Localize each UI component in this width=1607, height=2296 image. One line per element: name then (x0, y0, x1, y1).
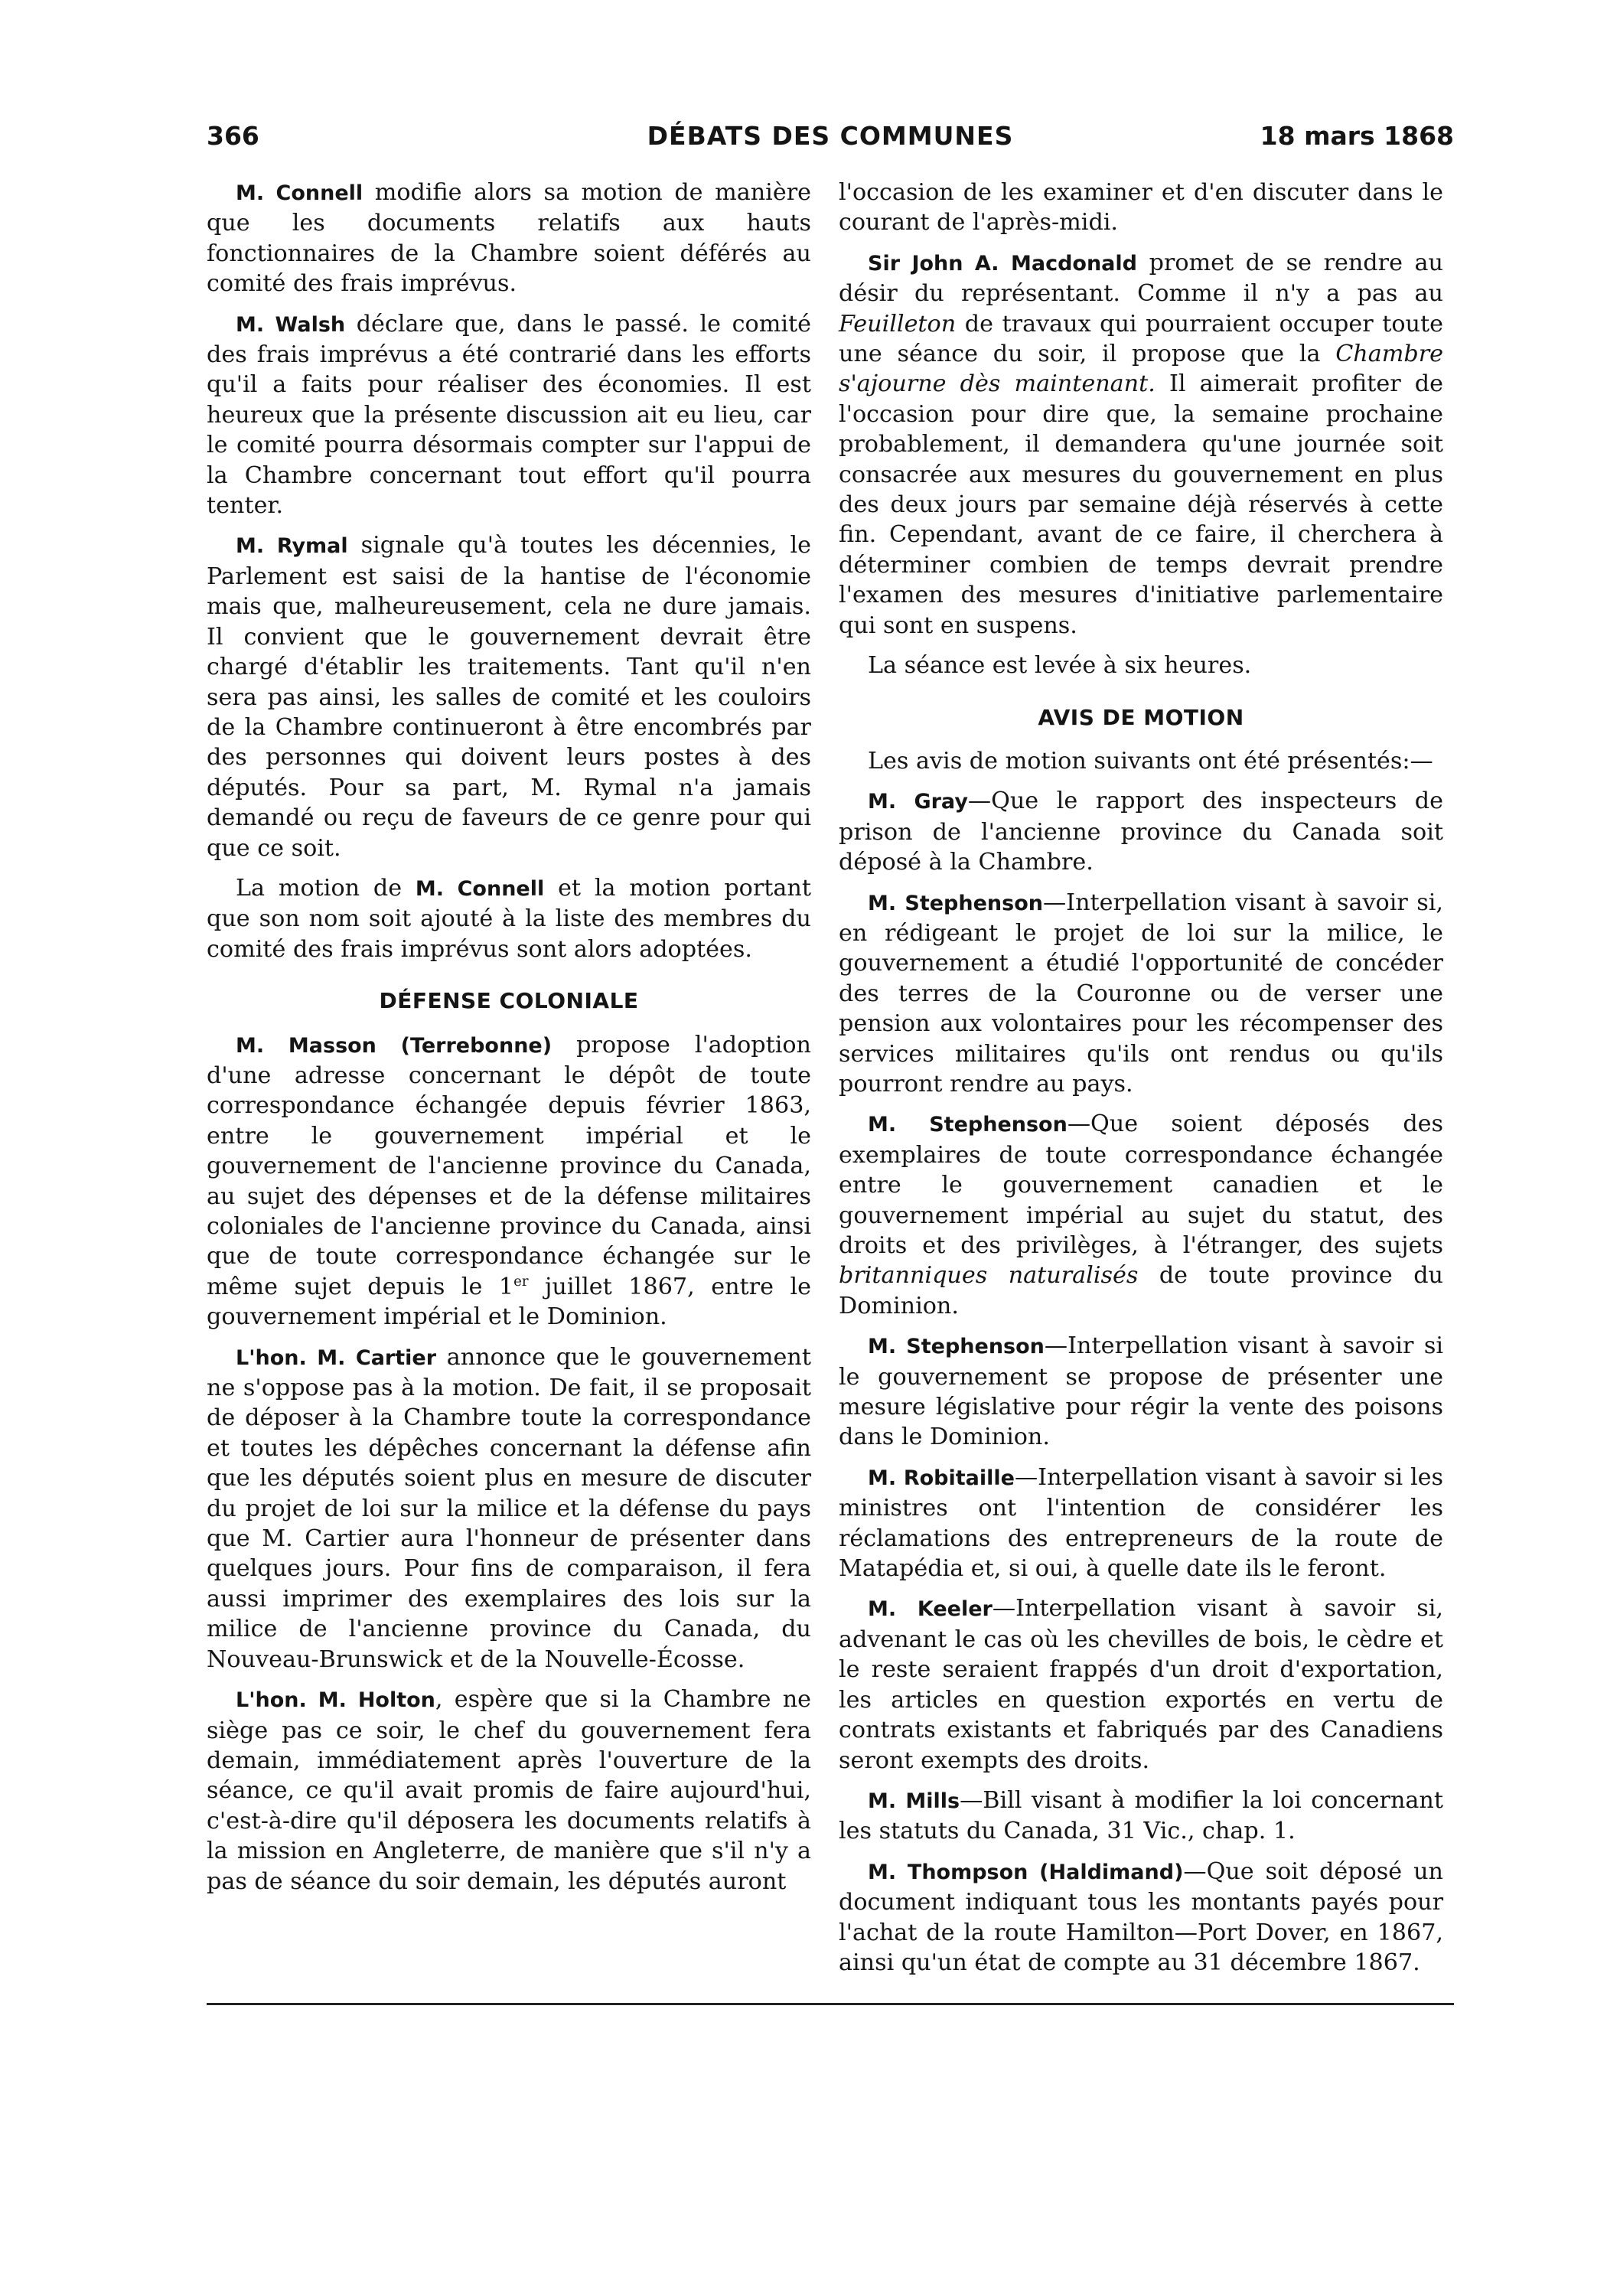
paragraph-text: —Interpellation visant à savoir si, advenant le cas où les chevilles de bois, le cèdre et le reste seraient frappés d'un droit d'exportation, les articles en question exportés en vertu de contrats existants et fabriqués par des Canadiens seront exempts des droits. (839, 1595, 1444, 1774)
paragraph (839, 1331, 1443, 1453)
paragraph (207, 873, 811, 964)
paragraph-text: modifie alors sa motion de manière que les documents relatifs aux hauts fonctionnaires de la Chambre soient déférés au comité des frais imprévus. (207, 179, 811, 298)
paragraph-text: promet de se rendre au désir du représentant. Comme il n'y a pas au (839, 249, 1443, 308)
paragraph (839, 888, 1443, 1100)
speaker: M. Stephenson (868, 1335, 1045, 1359)
italic-text: britanniques naturalisés (839, 1262, 1139, 1290)
paragraph (207, 178, 811, 299)
paragraph-text: La motion de (236, 874, 416, 902)
paragraph-text: de toute province du Dominion. (839, 1262, 1443, 1319)
left-column (207, 178, 811, 1906)
paragraph (839, 1857, 1443, 1978)
paragraph-text: —Que soient déposés des exemplaires de toute correspondance échangée entre le gouvernement canadien et le gouvernement impérial au sujet du statut, des droits et des privilèges, à l'étranger, des sujets (839, 1110, 1443, 1259)
paragraph (839, 786, 1443, 877)
paragraph: Les avis de motion suivants ont été présentés:— (868, 747, 1433, 775)
paragraph (207, 1684, 811, 1896)
speaker: M. Connell (236, 181, 363, 205)
paragraph (207, 1030, 811, 1332)
paragraph (839, 1786, 1443, 1847)
paragraph (207, 309, 811, 521)
paragraph-text: Il aimerait profiter de l'occasion pour dire que, la semaine prochaine probablement, il demandera qu'une journée soit consacrée aux mesures du gouvernement en plus des deux jours par semaine déjà réservés à cette fin. Cependant, avant de ce faire, il cherchera à déterminer combien de temps devrait prendre l'examen des mesures d'initiative parlementaire qui sont en suspens. (839, 370, 1443, 639)
speaker: L'hon. M. Cartier (236, 1345, 437, 1370)
superscript: er (513, 1273, 529, 1290)
speaker: M. Robitaille (868, 1466, 1015, 1490)
speaker: M. Stephenson (868, 891, 1043, 915)
right-column (839, 178, 1443, 1988)
paragraph-text: —Que soit déposé un document indiquant tous les montants payés pour l'achat de la route Hamilton—Port Dover, en 1867, ainsi qu'un état de compte au 31 décembre 1867. (839, 1857, 1443, 1976)
speaker: M. Keeler (868, 1597, 993, 1622)
speaker: M. Thompson (Haldimand) (868, 1860, 1184, 1884)
paragraph-text: signale qu'à toutes les décennies, le Parlement est saisi de la hantise de l'économie mais que, malheureusement, cela ne dure jamais. Il convient que le gouvernement devrait être chargé d'établir les traitements. Tant qu'il n'en sera pas ainsi, les salles de comité et les couloirs de la Chambre continueront à être encombrés par des personnes qui doivent leurs postes à des députés. Pour sa part, M. Rymal n'a jamais demandé ou reçu de faveurs de ce genre pour qui que ce soit. (207, 532, 811, 862)
speaker: M. Walsh (236, 312, 346, 337)
paragraph-text: annonce que le gouvernement ne s'oppose pas à la motion. De fait, il se proposait de déposer à la Chambre toute la correspondance et toutes les dépêches concernant la défense afin que les députés soient plus en mesure de discuter du projet de loi sur la milice et la défense du pays que M. Cartier aura l'honneur de présenter dans quelques jours. Pour fins de comparaison, il fera aussi imprimer des exemplaires des lois sur la milice de l'ancienne province du Canada, du Nouveau-Brunswick et de la Nouvelle-Écosse. (207, 1343, 811, 1673)
section-heading: AVIS DE MOTION (1038, 704, 1244, 730)
speaker: M. Rymal (236, 534, 348, 559)
footer-rule (207, 2003, 1454, 2005)
italic-text: Chambre s'ajourne dès maintenant. (839, 341, 1443, 398)
journal-title: DÉBATS DES COMMUNES (647, 121, 1014, 151)
paragraph-text: , espère que si la Chambre ne siège pas ce soir, le chef du gouvernement fera demain, immédiatement après l'ouverture de la séance, ce qu'il avait promis de faire aujourd'hui, c'est-à-dire qu'il déposera les documents relatifs à la mission en Angleterre, de manière que s'il n'y a pas de séance du soir demain, les députés auront (207, 1686, 812, 1895)
paragraph-text: —Interpellation visant à savoir si les ministres ont l'intention de considérer les réclamations des entrepreneurs de la route de Matapédia et, si oui, à quelle date ils le feront. (839, 1463, 1443, 1583)
speaker: L'hon. M. Holton (236, 1688, 435, 1713)
paragraph (839, 1463, 1443, 1584)
italic-text: Feuilleton (839, 310, 957, 338)
page-number: 366 (207, 121, 259, 151)
paragraph-text: —Interpellation visant à savoir si, en rédigeant le projet de loi sur la milice, le gouvernement a étudié l'opportunité de concéder des terres de la Couronne ou de verser une pension aux volontaires pour les récompenser des services militaires qu'ils ont rendus ou qu'ils pourront rendre au pays. (839, 889, 1443, 1097)
speaker: Sir John A. Macdonald (868, 251, 1137, 276)
paragraph (839, 1593, 1443, 1775)
speaker: M. Connell (415, 876, 545, 901)
page-date: 18 mars 1868 (1260, 121, 1454, 151)
paragraph-text: déclare que, dans le passé. le comité des frais imprévus a été contrarié dans les efforts qu'il a faits pour réaliser des économies. Il est heureux que la présente discussion ait eu lieu, car le comité pourra désormais compter sur l'appui de la Chambre concernant tout effort qu'il pourra tenter. (207, 310, 811, 520)
paragraph (207, 1342, 811, 1675)
paragraph-text: propose l'adoption d'une adresse concernant le dépôt de toute correspondance échangée depuis février 1863, entre le gouvernement impérial et le gouvernement de l'ancienne province du Canada, au sujet des dépenses et de la défense militaires coloniales de l'ancienne province du Canada, ainsi que de toute correspondance échangée sur le même sujet depuis le 1 (207, 1031, 812, 1300)
speaker: M. Masson (Terrebonne) (236, 1033, 553, 1058)
page-header (207, 121, 1454, 159)
paragraph: La séance est levée à six heures. (868, 652, 1252, 680)
paragraph (839, 248, 1443, 641)
speaker: M. Stephenson (868, 1113, 1068, 1137)
paragraph-continuation: l'occasion de les examiner et d'en discuter dans le courant de l'après-midi. (839, 179, 1443, 236)
paragraph-text: —Bill visant à modifier la loi concernant les statuts du Canada, 31 Vic., chap. 1. (839, 1786, 1443, 1845)
paragraph (839, 1109, 1443, 1321)
paragraph-text: juillet 1867, entre le gouvernement impérial et le Dominion. (207, 1273, 811, 1331)
paragraph-text: —Que le rapport des inspecteurs de prison de l'ancienne province du Canada soit déposé à la Chambre. (839, 788, 1443, 876)
speaker: M. Mills (868, 1789, 960, 1813)
speaker: M. Gray (868, 790, 968, 814)
paragraph (207, 530, 811, 863)
paragraph-text: et la motion portant que son nom soit ajouté à la liste des membres du comité des frais imprévus sont alors adoptées. (207, 874, 811, 963)
paragraph-text: de travaux qui pourraient occuper toute une séance du soir, il propose que la (839, 310, 1443, 368)
section-heading: DÉFENSE COLONIALE (379, 988, 639, 1014)
paragraph-text: —Interpellation visant à savoir si le gouvernement se propose de présenter une mesure législative pour régir la vente des poisons dans le Dominion. (839, 1332, 1443, 1451)
